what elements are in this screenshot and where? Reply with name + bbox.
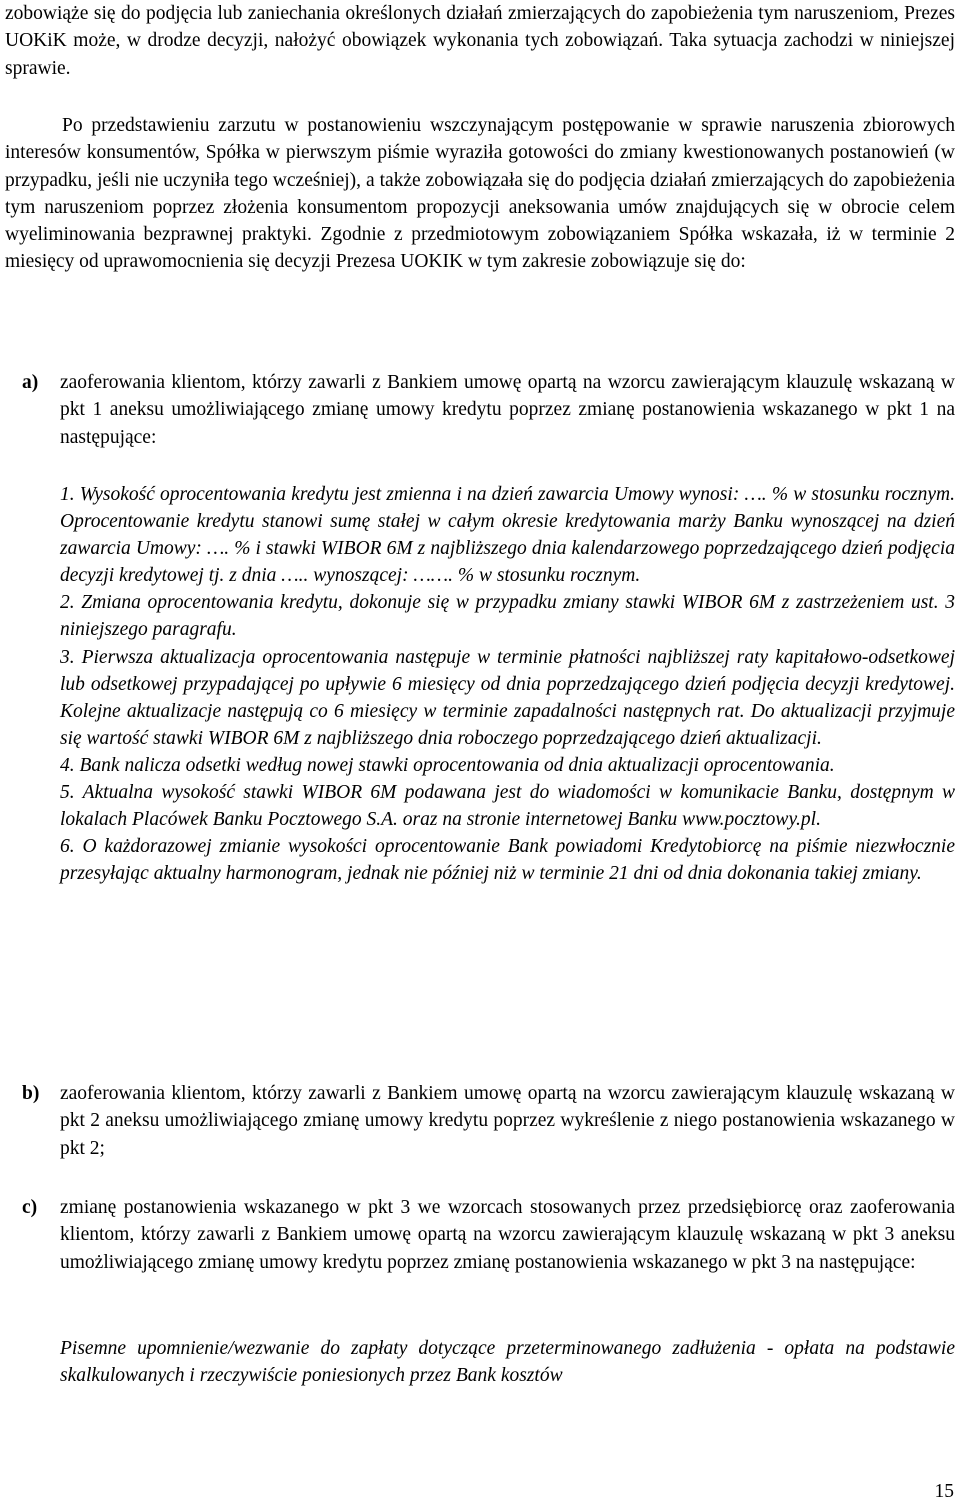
intro-paragraph: zobowiąże się do podjęcia lub zaniechania określonych działań zmierzających do zapobieżenia tym naruszeniom, Prezes UOKiK może, w drodze decyzji, nałożyć obowiązek wykonania tych zobowiązań. Taka sytuacja zachodzi w niniejszej sprawie. <box>5 3 955 79</box>
clause-c-text: Pisemne upomnienie/wezwanie do zapłaty dotyczące przeterminowanego zadłużenia - opłata na podstawie skalkulowanych i rzeczywiście poniesionych przez Bank kosztów <box>60 1338 955 1387</box>
list-item-text: zaoferowania klientom, którzy zawarli z Bankiem umowę opartą na wzorcu zawierającym klauzulę wskazaną w pkt 1 aneksu umożliwiającego zmianę umowy kredytu poprzez zmianę postanowienia wskazanego w pkt 1 na następujące: <box>60 372 955 448</box>
clause-point: 3. Pierwsza aktualizacja oprocentowania następuje w terminie płatności najbliższej raty kapitałowo-odsetkowej lub odsetkowej przypadającej po upływie 6 miesięcy od dnia poprzedzającego dzień podjęcia decyzji kredytowej. Kolejne aktualizacje następują co 6 miesięcy w terminie zapadalności następnych rat. Do aktualizacji przyjmuje się wartość stawki WIBOR 6M z najbliższego dnia roboczego poprzedzającego dzień aktualizacji. <box>60 646 955 749</box>
list-item-text: zmianę postanowienia wskazanego w pkt 3 we wzorcach stosowanych przez przedsiębiorcę oraz zaoferowania klientom, którzy zawarli z Bankiem umowę opartą na wzorcu zawierającym klauzulę wskazaną w pkt 3 aneksu umożliwiającego zmianę umowy kredytu poprzez zmianę postanowienia wskazanego w pkt 3 na następujące: <box>60 1197 955 1273</box>
main-paragraph: Po przedstawieniu zarzutu w postanowieniu wszczynającym postępowanie w sprawie naruszenia zbiorowych interesów konsumentów, Spółka w pierwszym piśmie wyraziła gotowości do zmiany kwestionowanych postanowień (w przypadku, jeśli nie uczyniła tego wcześniej), a także zobowiązała się do podjęcia działań zmierzających do zapobieżenia tym naruszeniom poprzez złożenia konsumentom propozycji aneksowania umów znajdujących się w obrocie celem wyeliminowania bezprawnej praktyki. Zgodnie z przedmiotowym zobowiązaniem Spółka wskazała, iż w terminie 2 miesięcy od uprawomocnienia się decyzji Prezesa UOKIK w tym zakresie zobowiązuje się do: <box>5 115 955 273</box>
clause-point: 5. Aktualna wysokość stawki WIBOR 6M podawana jest do wiadomości w komunikacie Banku, dostępnym w lokalach Placówek Banku Pocztowego S.A. oraz na stronie internetowej Banku www.pocztowy.pl. <box>60 782 955 831</box>
list-marker: c) <box>22 1197 38 1218</box>
clause-point: 2. Zmiana oprocentowania kredytu, dokonuje się w przypadku zmiany stawki WIBOR 6M z zastrzeżeniem ust. 3 niniejszego paragrafu. <box>60 592 955 641</box>
list-marker: a) <box>22 372 39 393</box>
clause-point: 1. Wysokość oprocentowania kredytu jest zmienna i na dzień zawarcia Umowy wynosi: …. % w stosunku rocznym. Oprocentowanie kredytu stanowi sumę stałej w całym okresie kredytowania marży Banku wynoszącej na dzień zawarcia Umowy: …. % i stawki WIBOR 6M z najbliższego dnia kalendarzowego poprzedzającego dzień podjęcia decyzji kredytowej tj. z dnia ….. wynoszącej: ……. % w stosunku rocznym. <box>60 484 955 587</box>
clause-a-points <box>60 481 955 887</box>
clause-point: 4. Bank nalicza odsetki według nowej stawki oprocentowania od dnia aktualizacji oprocentowania. <box>60 754 835 776</box>
list-item-c <box>22 1194 955 1276</box>
list-item-text: zaoferowania klientom, którzy zawarli z Bankiem umowę opartą na wzorcu zawierającym klauzulę wskazaną w pkt 2 aneksu umożliwiającego zmianę umowy kredytu poprzez wykreślenie z niego postanowienia wskazanego w pkt 2; <box>60 1083 955 1159</box>
list-item-b <box>22 1080 955 1162</box>
clause-point: 6. O każdorazowej zmianie wysokości oprocentowanie Bank powiadomi Kredytobiorcę na piśmie niezwłocznie przesyłając aktualny harmonogram, jednak nie później niż w terminie 21 dni od dnia dokonania takiej zmiany. <box>60 836 955 885</box>
list-marker: b) <box>22 1083 40 1104</box>
list-item-a <box>22 369 955 451</box>
page-number: 15 <box>934 1481 954 1502</box>
